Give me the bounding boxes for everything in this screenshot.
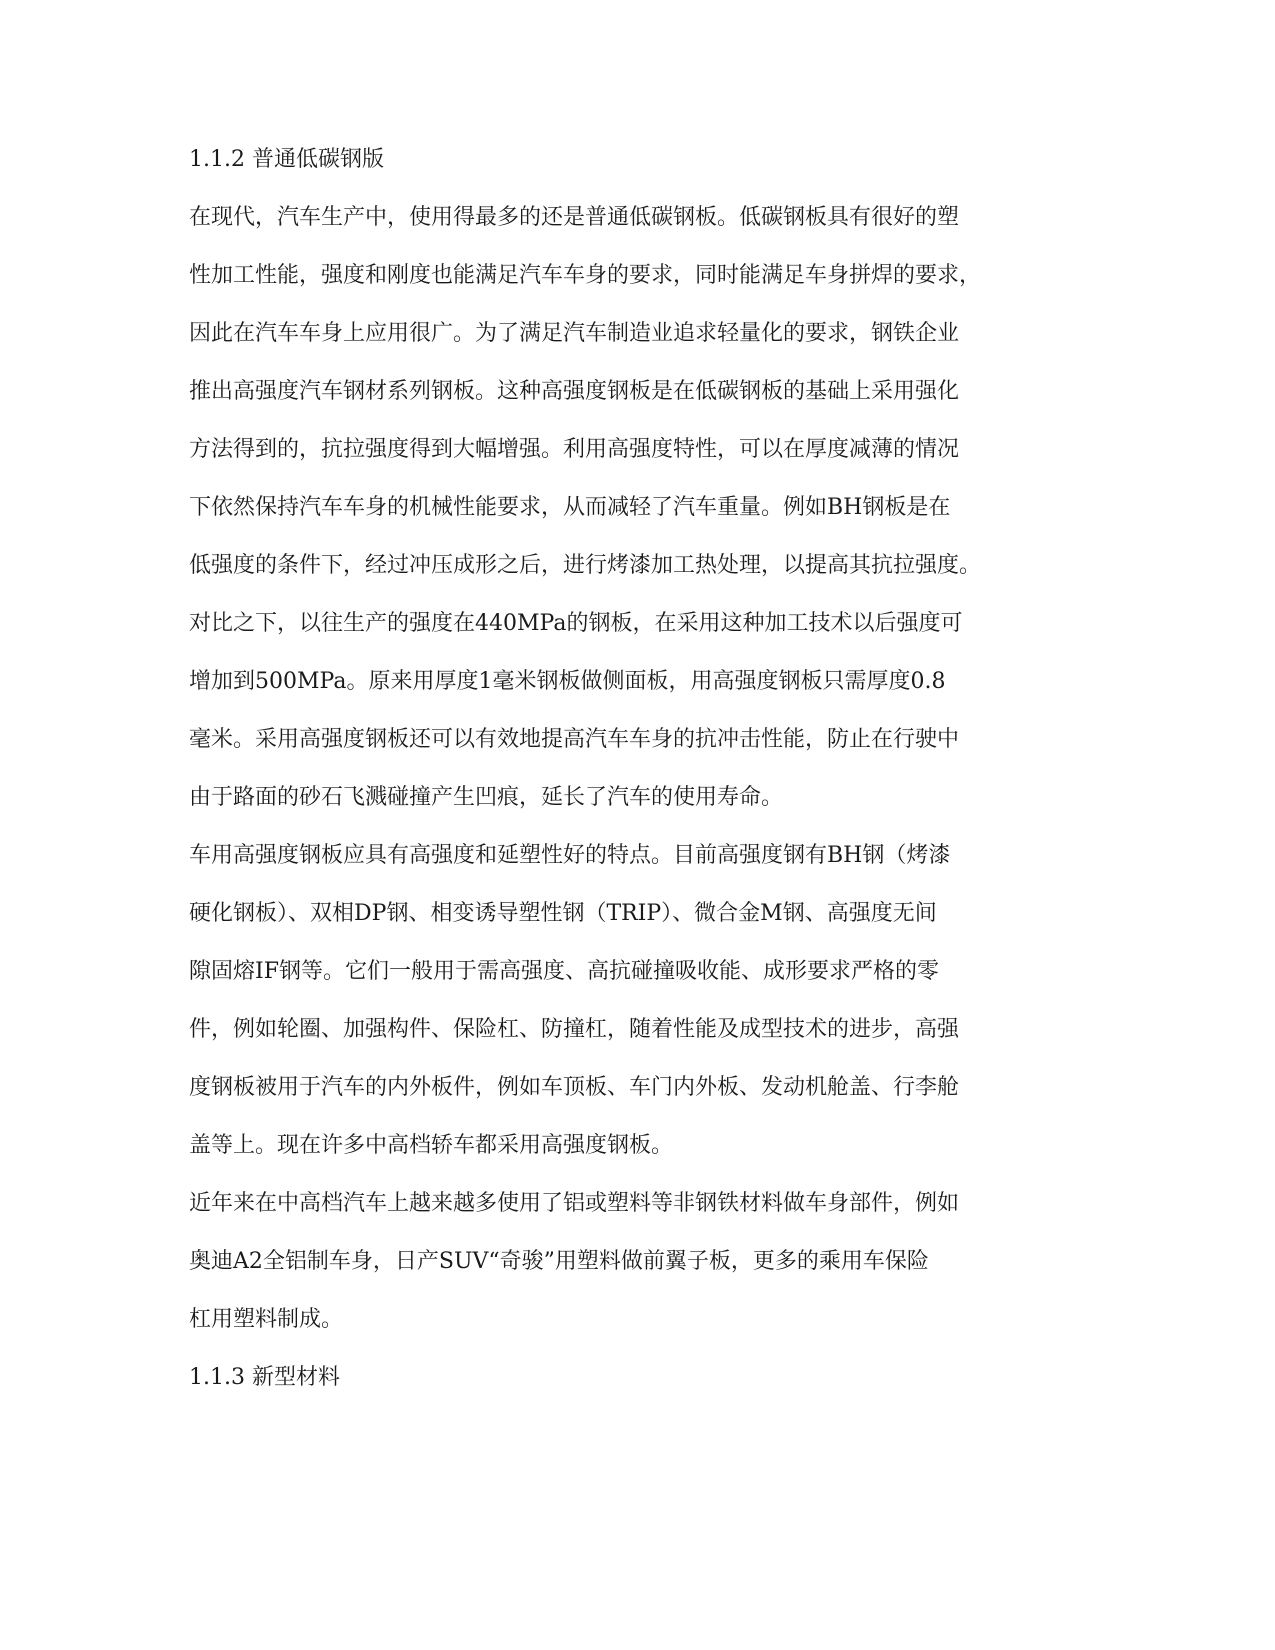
paragraph-line: 车用高强度钢板应具有高强度和延塑性好的特点。目前高强度钢有BH钢（烤漆	[189, 843, 951, 868]
paragraph-line: 推出高强度汽车钢材系列钢板。这种高强度钢板是在低碳钢板的基础上采用强化	[189, 379, 960, 404]
section-heading-1-1-2: 1.1.2 普通低碳钢版	[189, 147, 384, 172]
paragraph-line: 性加工性能，强度和刚度也能满足汽车车身的要求，同时能满足车身拼焊的要求，	[189, 263, 982, 288]
paragraph-line: 盖等上。现在许多中高档轿车都采用高强度钢板。	[189, 1133, 674, 1158]
paragraph-line: 方法得到的，抗拉强度得到大幅增强。利用高强度特性，可以在厚度减薄的情况	[189, 437, 960, 462]
paragraph-line: 对比之下，以往生产的强度在440MPa的钢板，在采用这种加工技术以后强度可	[189, 611, 963, 636]
paragraph-line: 杠用塑料制成。	[189, 1307, 344, 1332]
paragraph-line: 硬化钢板）、双相DP钢、相变诱导塑性钢（TRIP）、微合金M钢、高强度无间	[189, 901, 937, 926]
section-heading-1-1-3: 1.1.3 新型材料	[189, 1365, 340, 1390]
paragraph-line: 在现代，汽车生产中，使用得最多的还是普通低碳钢板。低碳钢板具有很好的塑	[189, 205, 960, 230]
paragraph-line: 毫米。采用高强度钢板还可以有效地提高汽车车身的抗冲击性能，防止在行驶中	[189, 727, 960, 752]
paragraph-line: 近年来在中高档汽车上越来越多使用了铝或塑料等非钢铁材料做车身部件，例如	[189, 1191, 960, 1216]
paragraph-line: 件，例如轮圈、加强构件、保险杠、防撞杠，随着性能及成型技术的进步，高强	[189, 1017, 960, 1042]
paragraph-line: 度钢板被用于汽车的内外板件，例如车顶板、车门内外板、发动机舱盖、行李舱	[189, 1075, 960, 1100]
paragraph-line: 因此在汽车车身上应用很广。为了满足汽车制造业追求轻量化的要求，钢铁企业	[189, 321, 960, 346]
paragraph-line: 低强度的条件下，经过冲压成形之后，进行烤漆加工热处理，以提高其抗拉强度。	[189, 553, 982, 578]
paragraph-line: 奥迪A2全铝制车身，日产SUV“奇骏”用塑料做前翼子板，更多的乘用车保险	[189, 1249, 929, 1274]
paragraph-line: 增加到500MPa。原来用厚度1毫米钢板做侧面板，用高强度钢板只需厚度0.8	[189, 669, 946, 694]
paragraph-line: 由于路面的砂石飞溅碰撞产生凹痕，延长了汽车的使用寿命。	[189, 785, 784, 810]
paragraph-line: 下依然保持汽车车身的机械性能要求，从而减轻了汽车重量。例如BH钢板是在	[189, 495, 951, 520]
paragraph-line: 隙固熔IF钢等。它们一般用于需高强度、高抗碰撞吸收能、成形要求严格的零	[189, 959, 939, 984]
